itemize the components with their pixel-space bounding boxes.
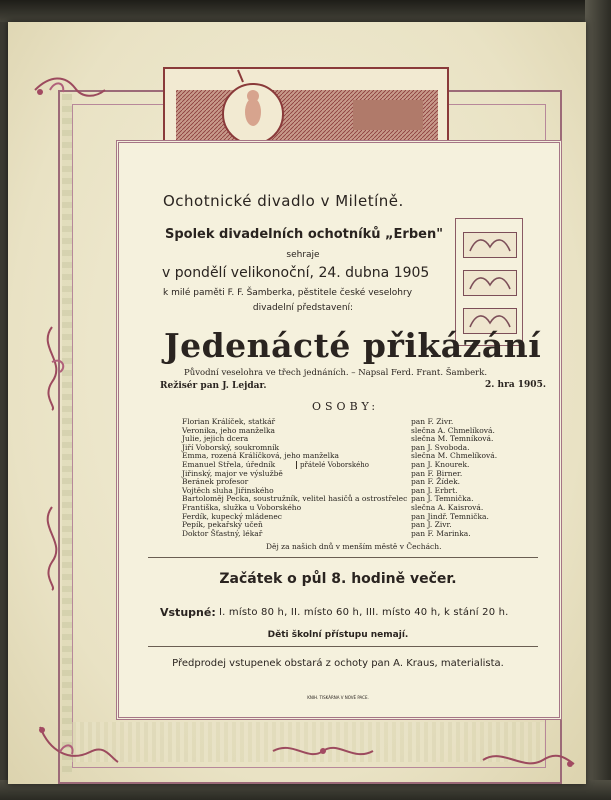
ornament-tile-2-icon (463, 270, 517, 296)
presale-note: Předprodej vstupenek obstará z ochoty pan A. Kraus, materialista. (172, 658, 504, 669)
cast-brace-note: přátelé Voborského (296, 461, 369, 469)
tickets-label: Vstupné: (160, 606, 216, 619)
cast-role: Doktor Šťastný, lékař (182, 528, 263, 538)
director-line: Režisér pan J. Lejdar. (160, 381, 267, 391)
cast-role: Julie, jejich dcera (182, 434, 249, 444)
cast-actor: pan J. Knourek. (411, 459, 470, 469)
cast-actor: pan F. Zivr. (411, 417, 454, 426)
cast-role: Pepík, pekařský učeň (182, 520, 263, 530)
start-time: Začátek o půl 8. hodině večer. (219, 571, 457, 587)
flourish-top-left-icon (30, 70, 110, 110)
cast-role: Emanuel Střela, úředník (182, 459, 276, 469)
flourish-left-mid-icon (32, 322, 72, 412)
cast-role: Františka, služka u Voborského (182, 502, 302, 512)
dedication-line: k milé paměti F. F. Šamberka, pěstitele české veselohry (163, 288, 413, 298)
ticket-prices: I. místo 80 h, II. místo 60 h, III. místo 40 h, k stání 20 h. (219, 607, 509, 618)
cast-role: Vojtěch sluha Jiřinského (182, 485, 274, 495)
cast-actor: pan F. Marinka. (411, 528, 471, 538)
cast-role: Ferdík, kupecký mládenec (182, 511, 283, 521)
flourish-bottom-right-icon (478, 742, 578, 778)
cast-actor: pan J. Zivr. (411, 520, 452, 530)
cast-actor: slečna M. Chmelíková. (411, 451, 498, 461)
cast-heading: OSOBY: (312, 400, 380, 413)
children-note: Děti školní přístupu nemají. (267, 630, 409, 640)
play-number: 2. hra 1905. (485, 380, 546, 390)
performance-label: divadelní představení: (252, 303, 354, 313)
announce-verb: sehraje (286, 250, 320, 260)
cast-role: Emma, rozená Králíčková, jeho manželka (182, 451, 340, 461)
cast-role: Jiřinský, major ve výslužbě (182, 468, 283, 478)
cast-role: Florian Králíček, statkář (182, 417, 276, 426)
ornament-tile-1-icon (463, 232, 517, 258)
cast-role: Bartoloměj Pecka, soustružník, velitel hasičů a ostrostřelec (182, 494, 408, 504)
cast-roles-list (182, 418, 407, 538)
cast-actor: slečna A. Chmelíková. (411, 425, 495, 435)
divider-2 (148, 646, 538, 647)
printer-mark: KNIH. TISKÁRNA V NOVÉ PACE. (307, 695, 369, 700)
divider-1 (148, 557, 538, 558)
cast-actor: pan J. Temnička. (411, 494, 474, 504)
poster-sheet (8, 22, 586, 784)
cast-role: Beránek profesor (182, 477, 249, 487)
cast-actor: pan J. Svoboda. (411, 442, 470, 452)
wall-top (0, 0, 611, 22)
play-subtitle: Původní veselohra ve třech jednáních. – Napsal Ferd. Frant. Šamberk. (184, 368, 488, 378)
play-title: Jedenácté přikázání (164, 326, 542, 365)
cast-role: Jiří Voborský, soukromník (182, 442, 280, 452)
cast-actor: slečna M. Temníková. (411, 434, 494, 444)
flourish-bottom-left-icon (30, 722, 120, 772)
flourish-left-low-icon (32, 502, 72, 592)
cast-actors-list (411, 418, 497, 538)
setting-line: Děj za našich dnů v menším městě v Čechách. (266, 542, 442, 551)
cast-actor: slečna A. Kaisrová. (411, 502, 484, 512)
theatre-name: Ochotnické divadlo v Miletíně. (163, 192, 404, 210)
cast-actor: pan J. Erbrt. (411, 485, 458, 495)
date-line: v pondělí velikonoční, 24. dubna 1905 (162, 265, 430, 281)
cast-actor: pan Jindř. Temnička. (411, 511, 489, 521)
cast-role: Veronika, jeho manželka (182, 425, 275, 435)
flourish-bottom-center-icon (268, 740, 378, 762)
cast-actor: pan F. Žídek. (411, 477, 461, 487)
wall-right (585, 0, 611, 800)
cast-actor: pan F. Birner. (411, 468, 463, 478)
society-name: Spolek divadelních ochotníků „Erben" (165, 227, 443, 242)
